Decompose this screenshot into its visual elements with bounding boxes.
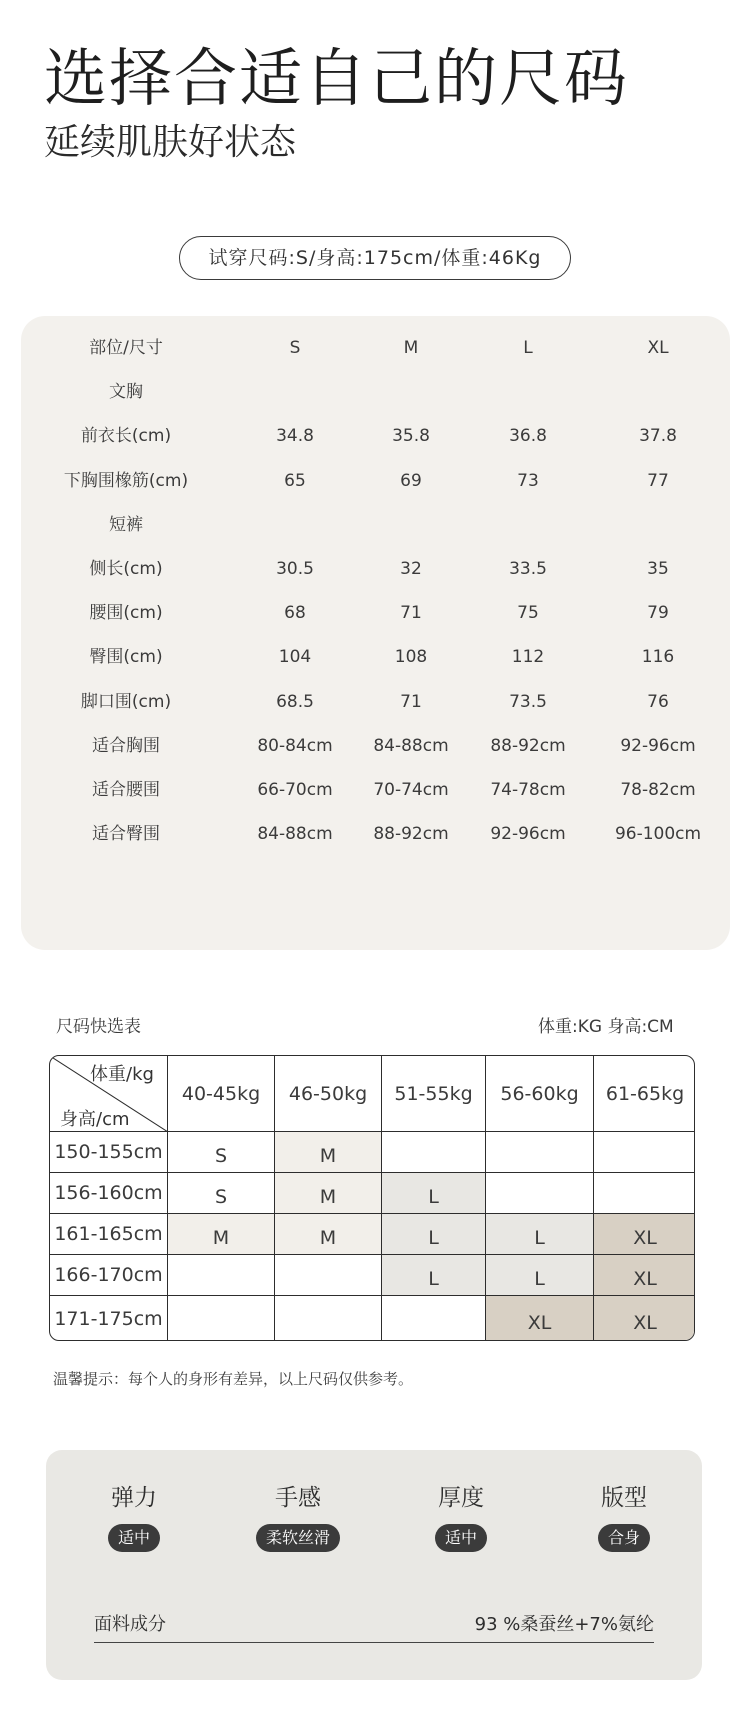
size-table-label: 臀围(cm) <box>89 647 163 668</box>
corner-header <box>50 1056 168 1132</box>
size-recommendation-cell <box>275 1296 382 1341</box>
size-recommendation-cell: L <box>486 1214 594 1255</box>
size-table-cell: 30.5 <box>276 559 314 579</box>
size-table-row <box>21 505 730 545</box>
size-table-label: 部位/尺寸 <box>89 338 163 358</box>
size-recommendation-cell: XL <box>594 1255 695 1296</box>
fabric-attribute <box>74 1482 194 1552</box>
trial-size-info: 试穿尺码:S/身高:175cm/体重:46Kg <box>179 236 571 280</box>
size-table-cell: 79 <box>647 603 669 624</box>
size-table-cell: 37.8 <box>639 426 677 447</box>
size-table-cell <box>356 372 466 412</box>
size-table-label: 适合臀围 <box>92 824 160 845</box>
size-table-cell: 76 <box>647 691 669 712</box>
page-title: 选择合适自己的尺码 <box>44 42 629 115</box>
size-table-label: 前衣长(cm) <box>80 426 172 447</box>
size-table-cell: 92-96cm <box>490 824 566 845</box>
size-recommendation-cell: XL <box>594 1214 695 1255</box>
size-table-cell <box>473 372 583 412</box>
size-table-label: 文胸 <box>109 382 143 403</box>
size-table-cell: 73.5 <box>509 691 547 712</box>
size-table-cell: 70-74cm <box>373 780 449 800</box>
size-table-cell: 73 <box>517 470 539 491</box>
size-table-cell: 69 <box>400 470 422 491</box>
size-table-cell <box>588 505 728 545</box>
weight-header: 56-60kg <box>486 1056 594 1132</box>
size-table-row <box>21 637 730 677</box>
size-recommendation-cell <box>168 1255 275 1296</box>
size-recommendation-cell <box>594 1173 695 1214</box>
page-subtitle: 延续肌肤好状态 <box>44 122 297 163</box>
fabric-composition-label: 面料成分 <box>94 1614 166 1635</box>
size-recommendation-cell: L <box>382 1173 486 1214</box>
quick-select-table <box>49 1055 695 1341</box>
size-table-cell: 96-100cm <box>614 824 702 845</box>
size-table-cell: 71 <box>400 603 422 624</box>
fabric-composition-value: 93 %桑蚕丝+7%氨纶 <box>474 1614 654 1635</box>
fabric-attribute <box>238 1482 358 1552</box>
weight-header: 46-50kg <box>275 1056 382 1132</box>
size-recommendation-cell: XL <box>594 1296 695 1341</box>
size-table-cell: S <box>289 338 301 358</box>
size-table-cell: 74-78cm <box>490 780 566 800</box>
size-table-cell <box>356 505 466 545</box>
size-table-cell: L <box>523 338 533 358</box>
size-table-row <box>21 416 730 456</box>
size-table-cell: 104 <box>278 647 312 668</box>
size-table-label: 短裤 <box>109 514 143 535</box>
size-tip: 温馨提示：每个人的身形有差异，以上尺码仅供参考。 <box>53 1370 414 1388</box>
fabric-attribute-badge: 柔软丝滑 <box>256 1524 340 1552</box>
height-header: 166-170cm <box>50 1255 168 1296</box>
size-table-cell: 84-88cm <box>373 735 449 756</box>
size-table-cell: 92-96cm <box>620 735 696 756</box>
quick-select-units: 体重:KG 身高:CM <box>538 1017 674 1037</box>
size-recommendation-cell <box>382 1132 486 1173</box>
size-table-cell: 78-82cm <box>620 780 696 800</box>
size-table-cell: XL <box>647 338 669 358</box>
size-table-cell: 77 <box>647 470 669 491</box>
corner-height-label: 身高/cm <box>60 1109 130 1130</box>
size-table-row <box>21 814 730 854</box>
height-header: 150-155cm <box>50 1132 168 1173</box>
size-table-cell: 35 <box>647 559 669 579</box>
size-recommendation-cell: S <box>168 1173 275 1214</box>
size-recommendation-cell: S <box>168 1132 275 1173</box>
size-table-label: 腰围(cm) <box>89 603 163 624</box>
size-table-cell: 34.8 <box>276 426 314 447</box>
size-recommendation-cell: L <box>382 1214 486 1255</box>
size-table-header <box>21 328 730 368</box>
size-table-cell: 68.5 <box>276 691 314 712</box>
size-table-cell: 35.8 <box>392 426 430 447</box>
size-table-cell: 75 <box>517 603 539 624</box>
size-recommendation-cell: M <box>275 1173 382 1214</box>
weight-header: 61-65kg <box>594 1056 695 1132</box>
size-recommendation-cell: XL <box>486 1296 594 1341</box>
size-table-cell: 66-70cm <box>257 780 333 800</box>
size-recommendation-cell <box>382 1296 486 1341</box>
size-table-cell: 108 <box>394 647 428 668</box>
size-table-cell: 116 <box>641 647 675 668</box>
size-recommendation-cell: M <box>275 1214 382 1255</box>
size-recommendation-cell: L <box>382 1255 486 1296</box>
size-chart-panel <box>21 316 730 950</box>
size-table-cell: 68 <box>284 603 306 624</box>
weight-header: 40-45kg <box>168 1056 275 1132</box>
fabric-attribute-badge: 合身 <box>598 1524 650 1552</box>
size-table-cell <box>240 505 350 545</box>
height-header: 161-165cm <box>50 1214 168 1255</box>
fabric-attribute-name: 厚度 <box>438 1485 484 1511</box>
size-table-label: 脚口围(cm) <box>80 691 172 712</box>
quick-select-title: 尺码快选表 <box>56 1017 141 1037</box>
size-table-cell <box>473 505 583 545</box>
size-table-row <box>21 461 730 501</box>
size-table-cell: 36.8 <box>509 426 547 447</box>
size-recommendation-cell <box>486 1173 594 1214</box>
size-table-cell: 32 <box>400 559 422 579</box>
height-header: 156-160cm <box>50 1173 168 1214</box>
size-recommendation-cell <box>168 1296 275 1341</box>
size-table-cell: 88-92cm <box>373 824 449 845</box>
size-recommendation-cell <box>594 1132 695 1173</box>
size-table-cell <box>240 372 350 412</box>
size-table-row <box>21 682 730 722</box>
fabric-attribute <box>564 1482 684 1552</box>
size-recommendation-cell: L <box>486 1255 594 1296</box>
size-table-cell: 88-92cm <box>490 735 566 756</box>
size-table-label: 侧长(cm) <box>89 559 163 579</box>
fabric-attribute-badge: 适中 <box>435 1524 487 1552</box>
size-recommendation-cell: M <box>275 1132 382 1173</box>
fabric-attribute-name: 弹力 <box>111 1485 157 1511</box>
size-table-label: 下胸围橡筋(cm) <box>63 470 189 491</box>
size-table-row <box>21 770 730 810</box>
size-table-row <box>21 593 730 633</box>
size-table-cell: 33.5 <box>509 559 547 579</box>
size-table-cell: 65 <box>284 470 306 491</box>
size-table-row <box>21 726 730 766</box>
size-recommendation-cell <box>275 1255 382 1296</box>
fabric-attribute-badge: 适中 <box>108 1524 160 1552</box>
size-table-label: 适合胸围 <box>92 735 160 756</box>
fabric-attribute <box>401 1482 521 1552</box>
size-table-cell <box>588 372 728 412</box>
weight-header: 51-55kg <box>382 1056 486 1132</box>
fabric-composition-row <box>94 1606 654 1643</box>
size-recommendation-cell: M <box>168 1214 275 1255</box>
size-table-cell: 112 <box>511 647 545 668</box>
size-recommendation-cell <box>486 1132 594 1173</box>
fabric-attribute-name: 版型 <box>601 1485 647 1511</box>
size-table-cell: 71 <box>400 691 422 712</box>
height-header: 171-175cm <box>50 1296 168 1341</box>
fabric-attribute-name: 手感 <box>275 1485 321 1511</box>
fabric-panel <box>46 1450 702 1680</box>
size-table-cell: M <box>403 338 419 358</box>
size-table-row <box>21 549 730 589</box>
size-table-cell: 80-84cm <box>257 735 333 756</box>
corner-weight-label: 体重/kg <box>90 1064 154 1085</box>
size-table-label: 适合腰围 <box>92 780 160 800</box>
size-table-row <box>21 372 730 412</box>
size-table-cell: 84-88cm <box>257 824 333 845</box>
